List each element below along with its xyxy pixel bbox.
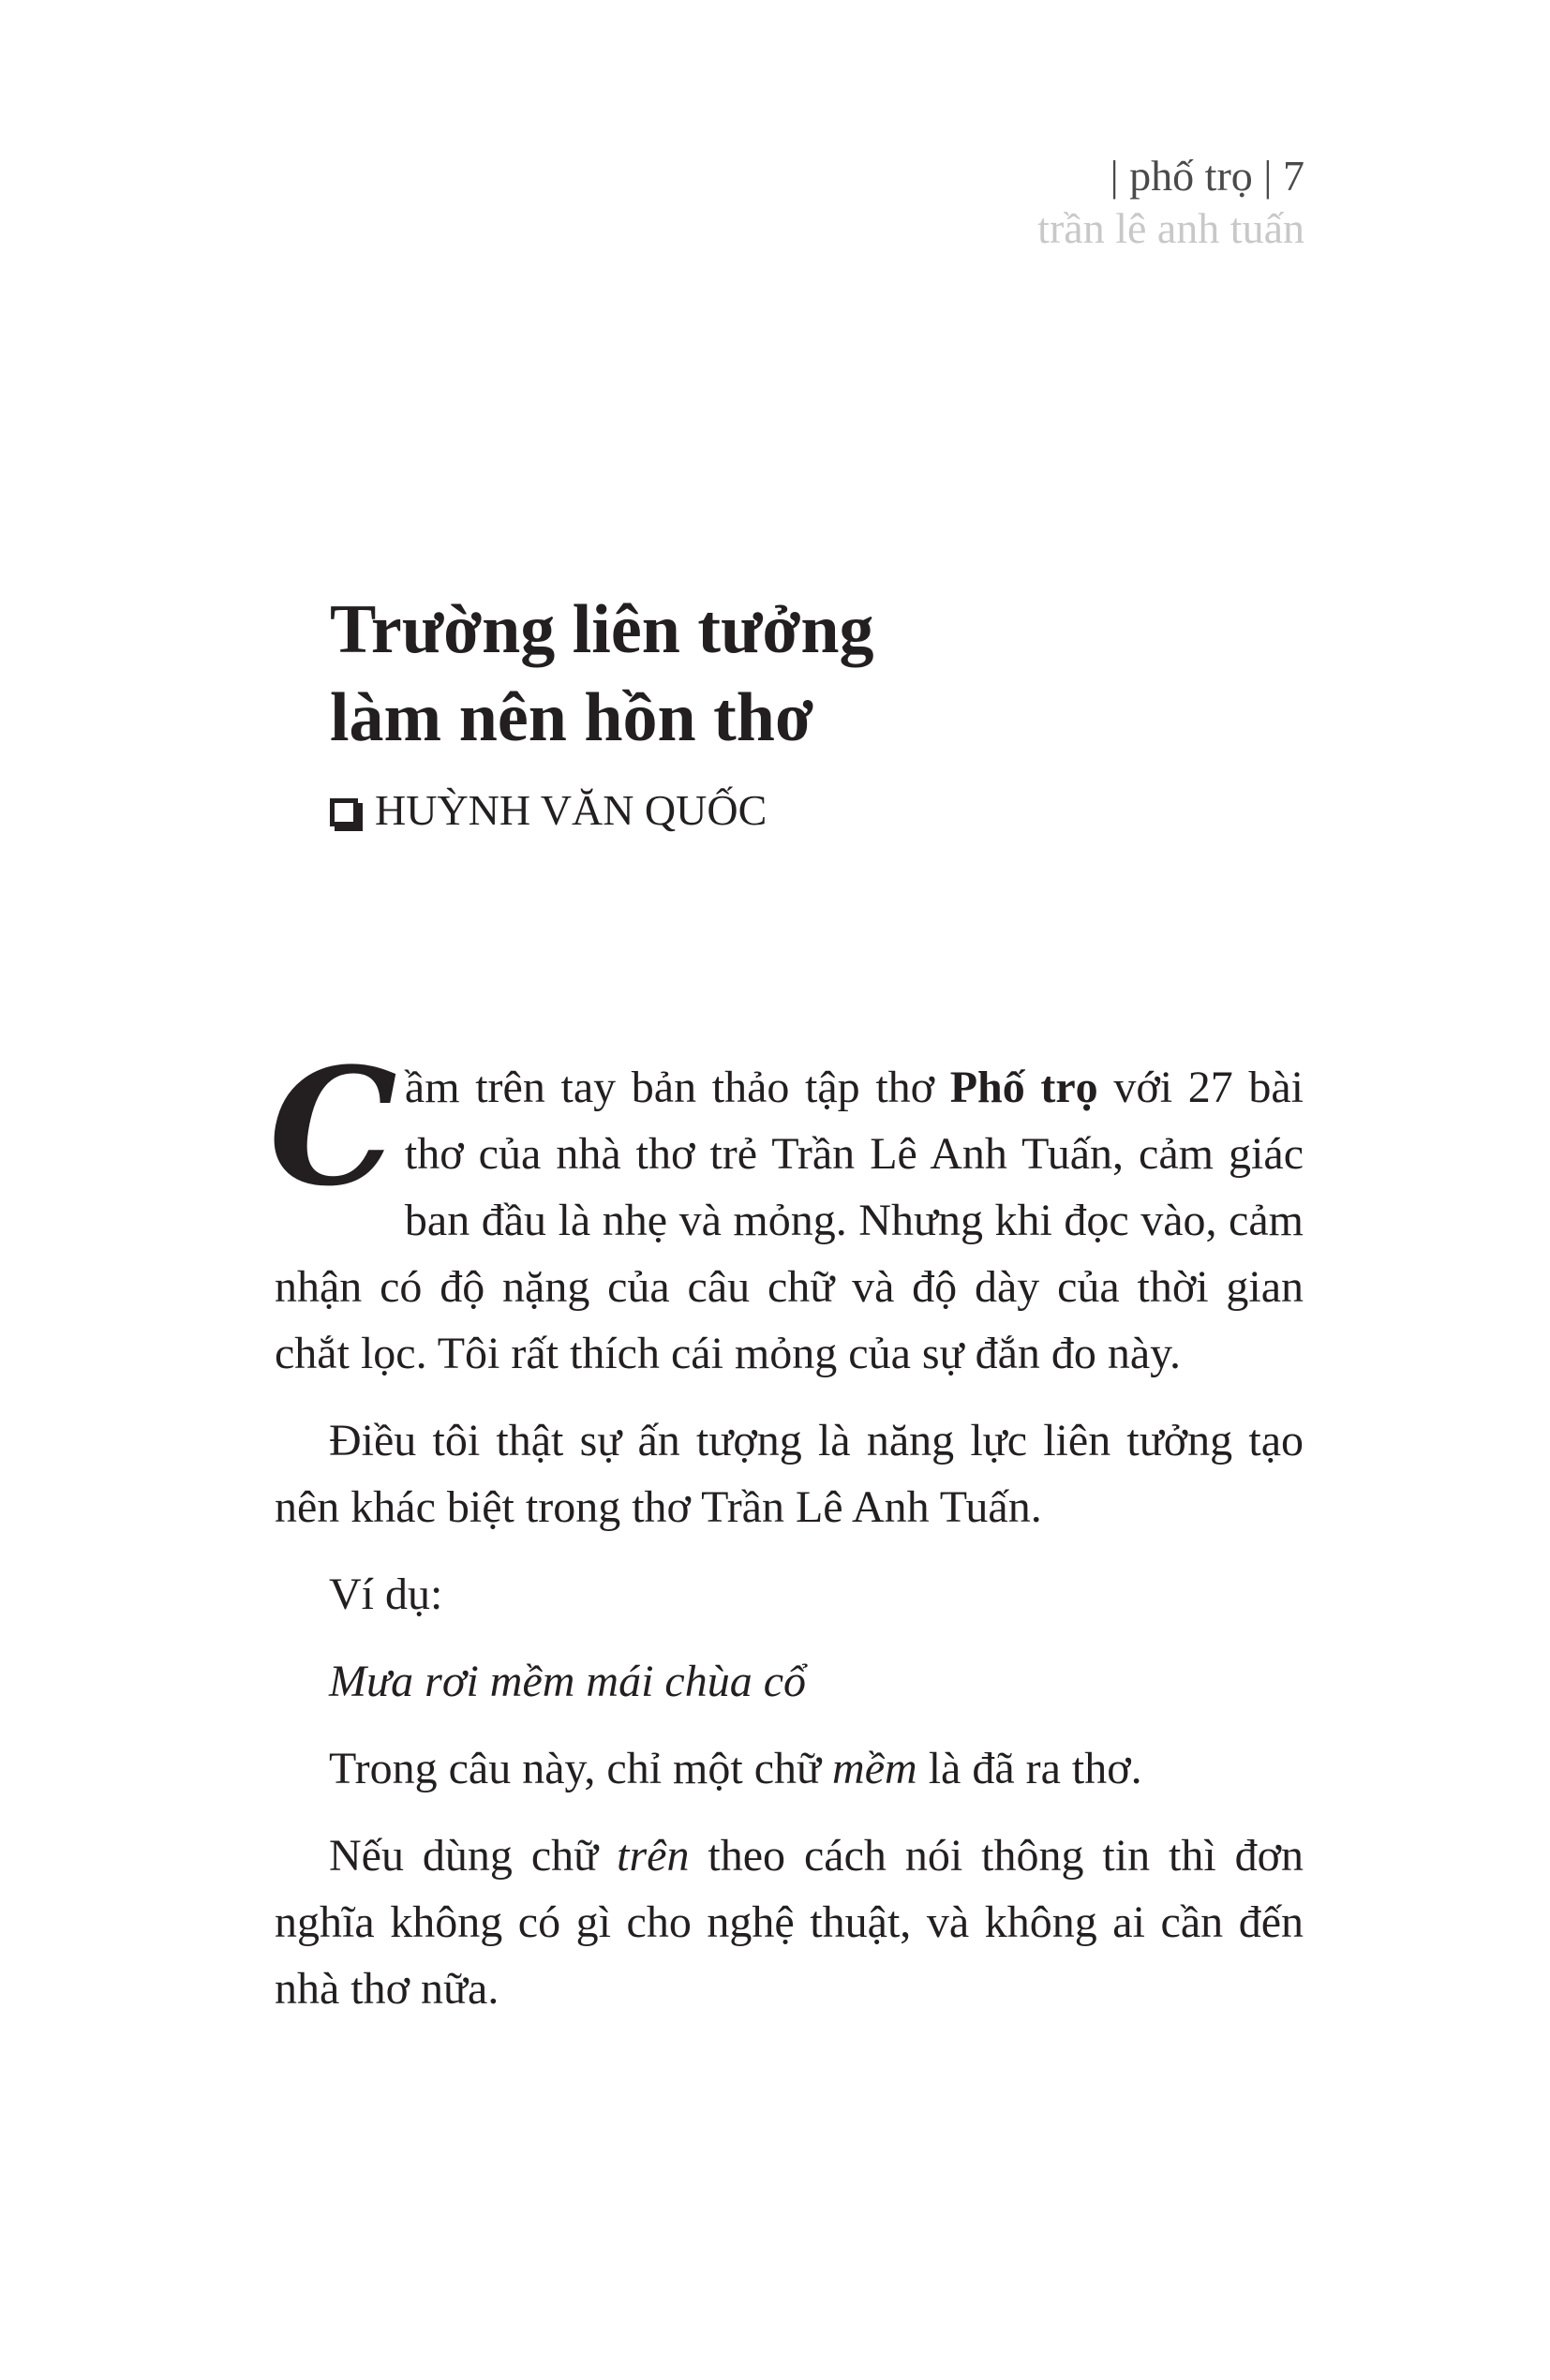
paragraph-2: Điều tôi thật sự ấn tượng là năng lực liên tưởng tạo nên khác biệt trong thơ Trần Lê Anh Tuấn.	[275, 1416, 1304, 1532]
paragraph-1-text-a: ầm trên tay bản thảo tập thơ	[404, 1063, 950, 1112]
book-title-bold: Phố trọ	[949, 1063, 1098, 1112]
paragraph-5-text-b: là đã ra thơ.	[917, 1744, 1142, 1793]
title-line-2: làm nên hồn thơ	[330, 679, 813, 756]
paragraph-6-text-b: theo cách nói thông tin thì đơn nghĩa không có gì cho nghệ thuật, và không ai cần đến nhà thơ nữa.	[275, 1831, 1304, 2014]
paragraph-1	[269, 1032, 1304, 1387]
article-header	[330, 586, 874, 837]
drop-cap: C	[269, 1032, 397, 1222]
page-number-line: | phố trọ | 7	[1110, 152, 1304, 200]
running-head	[1037, 150, 1304, 255]
byline-box-icon	[330, 798, 358, 826]
poem-quote: Mưa rơi mềm mái chùa cổ	[329, 1657, 807, 1706]
article-title	[330, 586, 874, 762]
paragraph-5	[275, 1735, 1304, 1802]
running-head-author: trần lê anh tuấn	[1037, 204, 1304, 252]
paragraph-5-text-a: Trong câu này, chỉ một chữ	[329, 1744, 833, 1793]
byline-author: HUỲNH VĂN QUỐC	[375, 786, 768, 834]
title-line-1: Trường liên tưởng	[330, 591, 874, 668]
paragraph-6-text-a: Nếu dùng chữ	[329, 1831, 618, 1881]
article-body	[269, 1032, 1304, 2043]
paragraph-3: Ví dụ:	[329, 1569, 443, 1619]
paragraph-6-italic: trên	[617, 1831, 690, 1881]
paragraph-1-text-b: với 27 bài thơ của nhà thơ trẻ Trần Lê Anh Tuấn, cảm giác ban đầu là nhẹ và mỏng. Nhưng khi đọc vào, cảm nhận có độ nặng của câu chữ và độ dày của thời gian chắt lọc. Tôi rất thích cái mỏng của sự đắn đo này.	[275, 1063, 1304, 1378]
byline	[330, 784, 874, 837]
paragraph-5-italic: mềm	[832, 1744, 917, 1793]
paragraph-6	[275, 1822, 1304, 2022]
